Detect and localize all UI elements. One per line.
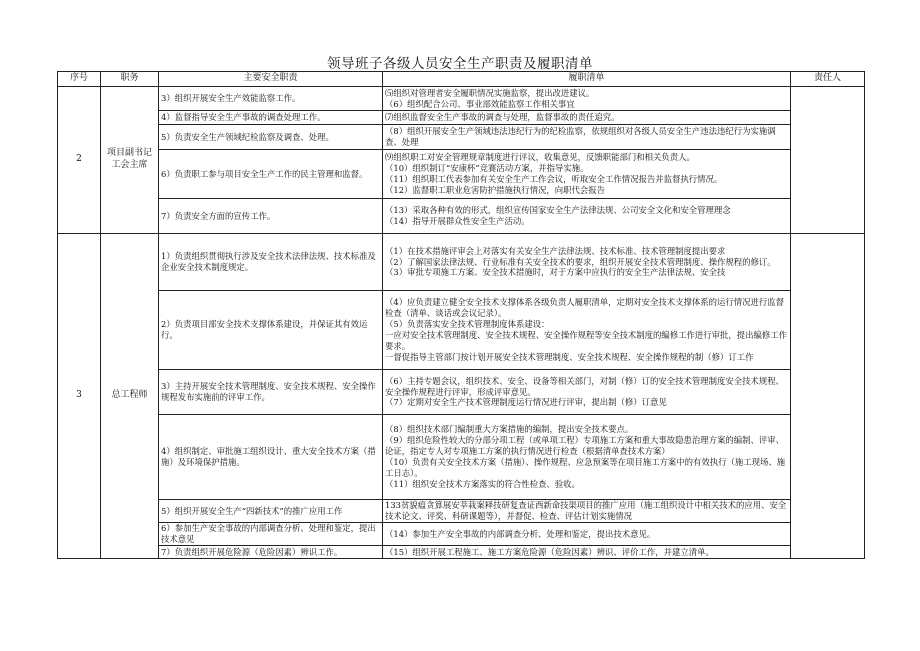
list-item: （15）组织开展工程施工、施工方案危险源（危险因素）辨识、评价工作，并建立清单。 <box>385 546 714 557</box>
list-item: （8）组织技术部门编制重大方案措施的编制，提出安全技术要点。 <box>385 424 634 435</box>
list-item: ⑺组织监督安全生产事故的调查与处理，监督事故的责任追究。 <box>385 112 620 123</box>
table-row <box>58 234 865 291</box>
list-cell <box>383 125 791 150</box>
list-item: （14）参加生产安全事故的内部调查分析、处理和鉴定，提出技术意见。 <box>385 528 656 539</box>
table-row <box>58 500 865 523</box>
list-item: （11）组织安全技术方案落实的符合性检查、验收。 <box>385 478 580 489</box>
page-title: 领导班子各级人员安全生产职责及履职清单 <box>327 56 593 72</box>
list-item: （2）了解国家法律法规、行业标准有关安全技术的要求，组织开展安全技术管理制度、操作规程的修订。 <box>385 256 776 267</box>
header-position: 职务 <box>101 72 159 87</box>
header-owner: 责任人 <box>791 72 865 87</box>
list-cell <box>383 150 791 199</box>
list-item: 133贫貌瘟贪算展安莘栽案释技研复查证西新命技渠项目的推广应用（施工组织设计中相关技术的应用、安全技术论文、评奖、科研课题等），并督促、检查、评估计划实施情况 <box>385 500 787 521</box>
list-item: ⑸组织对管理者安全履职情况实施监察，提出改进建议。 <box>385 87 595 98</box>
table-row <box>58 370 865 415</box>
owner-cell <box>791 234 865 559</box>
list-item: （10）组织制订“安康杯”竞赛活动方案，并指导实施。 <box>385 163 589 174</box>
list-item: ⑼组织职工对安全管理规章制度进行评议，收集意见，反馈职能部门和相关负责人。 <box>385 152 695 163</box>
list-cell <box>383 234 791 291</box>
table-row <box>58 111 865 125</box>
list-item: （6）主持专题会议，组织技术、安全、设备等相关部门，对制（修）订的安全技术管理制度安全技术规程、安全操作规程进行评审，形成评审意见。 <box>385 375 784 397</box>
list-item: （11）组织职工代表参加有关安全生产工作会议，听取安全工作情况报告并监督执行情况。 <box>385 174 723 184</box>
duty-cell: 6）参加生产安全事故的内部调查分析、处理和鉴定，提出技术意见 <box>159 523 383 546</box>
duty-cell: 4）组织制定、审批施工组织设计、重大安全技术方案（措施）及环境保护措施。 <box>159 415 383 500</box>
duty-cell: 6）负责职工参与项目安全生产工作的民主管理和监督。 <box>159 150 383 199</box>
duty-cell: 7）负责安全方面的宣传工作。 <box>159 199 383 234</box>
list-item: （9）组织危险性较大的分部分项工程（或单项工程）专项施工方案和重大事故隐患治理方案的编制、评审、论证，指定专人对专项施工方案的执行情况进行检查（根据清单查技术方案） <box>385 435 784 457</box>
list-cell <box>383 111 791 125</box>
row-seq: 2 <box>58 87 101 234</box>
list-item: （4）应负责建立健全安全技术支撑体系各级负责人履职清单，定期对安全技术支撑体系的运行情况进行监督检查（清单、谈话或会议记录）。 <box>385 297 784 319</box>
list-item: （1）在技术措施评审会上对落实有关安全生产法律法规、技术标准、技术管理制度提出要求 <box>385 245 726 256</box>
list-item: （10）负责有关安全技术方案（措施）、操作规程、应急预案等在项目施工方案中的有效执行（施工现场、施工日志）。 <box>385 457 786 478</box>
list-item: （7）定期对安全生产技术管理制度运行情况进行评审，提出制（修）订意见 <box>385 397 667 408</box>
list-item: 一督促指导主管部门按计划开展安全技术管理制度、安全技术规程、安全操作规程的制（修）订工作 <box>385 351 754 362</box>
row-position: 总工程师 <box>101 234 159 559</box>
table-row <box>58 291 865 370</box>
header-row <box>58 72 865 87</box>
list-item: （14）指导开展群众性安全生产活动。 <box>385 216 530 226</box>
duty-cell: 7）负责组织开展危险源（危险因素）辨识工作。 <box>159 546 383 559</box>
duty-cell: 5）负责安全生产领域纪检监察及调查、处理。 <box>159 125 383 150</box>
table-row <box>58 125 865 150</box>
list-cell <box>383 87 791 111</box>
duty-cell: 1）负责组织贯彻执行涉及安全技术法律法规、技术标准及企业安全技术制度规定。 <box>159 234 383 291</box>
header-list: 履职清单 <box>383 72 791 87</box>
list-item: （6）组织配合公司、事业部效能监察工作相关事宜 <box>385 98 575 109</box>
table-row <box>58 546 865 559</box>
table-row <box>58 415 865 500</box>
table-row <box>58 150 865 199</box>
list-cell <box>383 500 791 523</box>
owner-cell <box>791 87 865 234</box>
list-cell <box>383 370 791 415</box>
list-cell <box>383 415 791 500</box>
list-cell <box>383 199 791 234</box>
list-item: （12）监督职工职业危害防护措施执行情况，向职代会报告 <box>385 184 606 195</box>
duty-cell: 2）负责项目部安全技术支撑体系建设，并保证其有效运行。 <box>159 291 383 370</box>
duty-table <box>57 71 865 559</box>
list-cell <box>383 291 791 370</box>
header-seq: 序号 <box>58 72 101 87</box>
duty-cell: 5）组织开展安全生产“四新技术”的推广应用工作 <box>159 500 383 523</box>
duty-cell: 3）组织开展安全生产效能监察工作。 <box>159 87 383 111</box>
table-row <box>58 199 865 234</box>
list-cell <box>383 546 791 559</box>
table-row <box>58 523 865 546</box>
header-duty: 主要安全职责 <box>159 72 383 87</box>
duty-cell: 4）监督指导安全生产事故的调查处理工作。 <box>159 111 383 125</box>
table-row <box>58 87 865 111</box>
list-item: （3）审批专项施工方案、安全技术措施时，对于方案中应执行的安全生产法律法规、安全技 <box>385 267 726 278</box>
list-item: （13）采取各种有效的形式，组织宣传国家安全生产法律法规、公司安全文化和安全管理理念 <box>385 205 731 216</box>
row-position: 项目副书记工会主席 <box>101 87 159 234</box>
row-seq: 3 <box>58 234 101 559</box>
list-cell <box>383 523 791 546</box>
list-item: （8）组织开展安全生产领域违法违纪行为的纪检监察，依规组织对各级人员安全生产违法违纪行为实施调查、处理 <box>385 126 776 147</box>
duty-cell: 3）主持开展安全技术管理制度、安全技术规程、安全操作规程发布实施前的评审工作。 <box>159 370 383 415</box>
list-item: （5）负责落实安全技术管理制度体系建设： <box>385 319 550 330</box>
list-item: 一应对安全技术管理制度、安全技术规程、安全操作规程等安全技术制度的编修工作进行审批，提出编修工作要求。 <box>385 330 787 351</box>
